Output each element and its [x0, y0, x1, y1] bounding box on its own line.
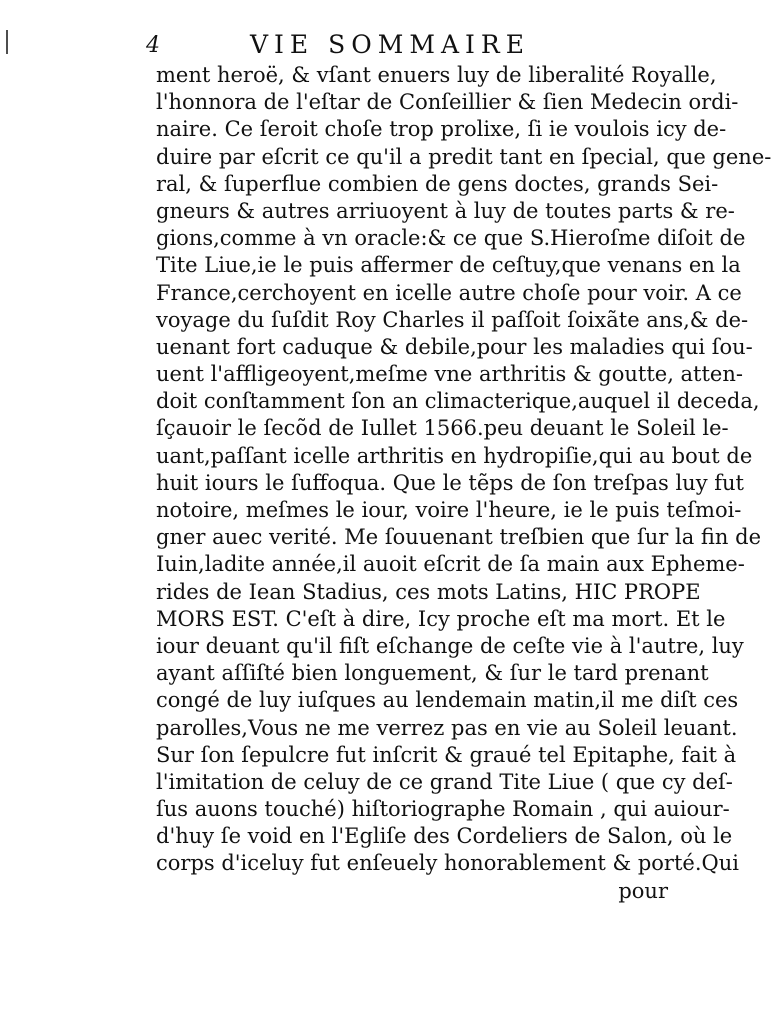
text-line: parolles,Vous ne me verrez pas en vie au Soleil leuant. — [156, 715, 738, 740]
text-line: Iuin,ladite année,il auoit eſcrit de ſa main aux Epheme- — [156, 552, 745, 577]
text-line: ayant aſſiſté bien longuement, & ſur le tard prenant — [156, 661, 709, 686]
text-line: uant,paſſant icelle arthritis en hydropiſie,qui au bout de — [156, 443, 753, 468]
text-line: naire. Ce ſeroit choſe trop prolixe, ſi ie voulois icy de- — [156, 117, 727, 142]
text-line: ral, & ſuperflue combien de gens doctes, grands Sei- — [156, 171, 719, 196]
text-line: huit iours le ſuffoqua. Que le tẽps de ſon treſpas luy fut — [156, 470, 744, 495]
text-line: Sur ſon ſepulcre fut inſcrit & graué tel Epitaphe, fait à — [156, 742, 737, 767]
text-line: rides de Iean Stadius, ces mots Latins, HIC PROPE — [156, 579, 701, 604]
text-line: congé de luy iuſques au lendemain matin,il me diſt ces — [156, 688, 739, 713]
text-line: ment heroë, & vſant enuers luy de liberalité Royalle, — [156, 63, 717, 87]
text-line: gneurs & autres arriuoyent à luy de toutes parts & re- — [156, 198, 735, 223]
text-line: France,cerchoyent en icelle autre choſe pour voir. A ce — [156, 280, 742, 305]
running-head: VIE SOMMAIRE — [250, 30, 530, 59]
text-line: ſçauoir le ſecõd de Iullet 1566.peu deuant le Soleil le- — [156, 416, 729, 441]
text-line: voyage du ſuſdit Roy Charles il paſſoit ſoixãte ans,& de- — [156, 307, 749, 332]
text-line: l'imitation de celuy de ce grand Tite Liue ( que cy deſ- — [156, 769, 733, 794]
text-line: doit conſtamment ſon an climacterique,auquel il deceda, — [156, 389, 760, 414]
body-text — [156, 62, 771, 905]
text-line: duire par eſcrit ce qu'il a predit tant en ſpecial, que gene- — [156, 144, 771, 169]
text-line: gions,comme à vn oracle:& ce que S.Hieroſme diſoit de — [156, 226, 746, 251]
text-line: uenant fort caduque & debile,pour les maladies qui ſou- — [156, 334, 753, 359]
text-line: ſus auons touché) hiſtoriographe Romain , qui auiour- — [156, 797, 730, 822]
text-line: gner auec verité. Me ſouuenant treſbien que ſur la fin de — [156, 525, 762, 550]
text-line: l'honnora de l'eſtar de Conſeillier & ſien Medecin ordi- — [156, 90, 739, 115]
text-line: MORS EST. C'eſt à dire, Icy proche eſt ma mort. Et le — [156, 606, 726, 631]
text-line: uent l'affligeoyent,meſme vne arthritis & goutte, atten- — [156, 362, 743, 387]
page-number: 4 — [146, 33, 160, 58]
text-line: d'huy ſe void en l'Egliſe des Cordeliers de Salon, où le — [156, 824, 733, 849]
text-line: iour deuant qu'il fiſt eſchange de ceſte vie à l'autre, luy — [156, 633, 744, 658]
text-line: notoire, meſmes le iour, voire l'heure, ie le puis teſmoi- — [156, 498, 742, 522]
text-line: Tite Liue,ie le puis affermer de ceſtuy,que venans en la — [156, 253, 741, 278]
page-edge-mark — [6, 30, 8, 54]
text-line: corps d'iceluy fut enſeuely honorablement & porté.Qui — [156, 851, 739, 876]
catchword: pour — [618, 878, 668, 903]
